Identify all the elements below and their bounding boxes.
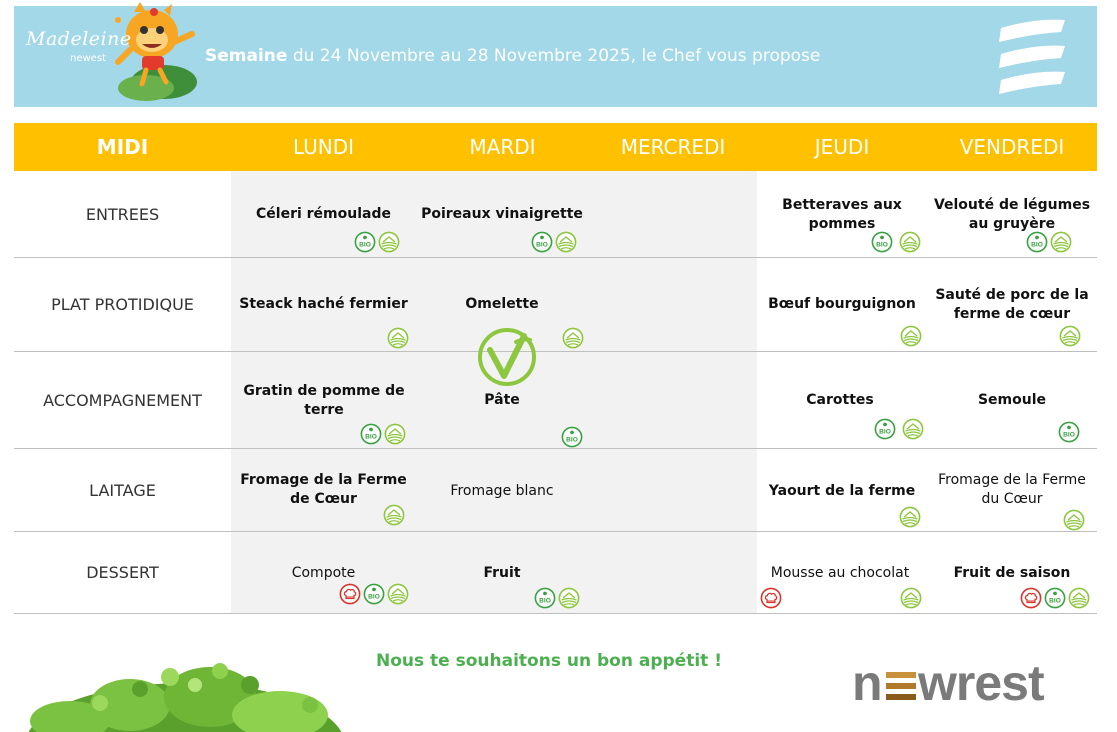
icons-entrees-jeudi (871, 231, 921, 253)
dish-dessert-vendredi: Fruit de saison (953, 565, 1071, 581)
local-farm-icon (902, 418, 924, 440)
icons-dessert-lundi (339, 583, 409, 605)
local-farm-icon (387, 583, 409, 605)
svg-text:n: n (852, 655, 882, 711)
local-farm-icon (1068, 587, 1090, 609)
dish-accompagnement-mardi: Pâte (484, 392, 520, 408)
bio-icon (1058, 421, 1080, 443)
row-label-accompagnement: ACCOMPAGNEMENT (43, 391, 202, 410)
row-label-dessert: DESSERT (86, 563, 159, 582)
dish-accompagnement-lundi: Gratin de pomme de terre (243, 383, 405, 418)
week-title (205, 46, 820, 66)
dish-laitage-vendredi: Fromage de la Ferme du Cœur (938, 472, 1086, 507)
brand-stripes-icon (995, 18, 1070, 98)
svg-text:wrest: wrest (918, 655, 1044, 711)
dish-plat-jeudi: Bœuf bourguignon (768, 296, 916, 312)
row-label-entrees: ENTREES (85, 205, 160, 224)
row-divider (14, 351, 1097, 352)
bush-illustration (20, 655, 350, 732)
mascot-brand: newest (70, 53, 106, 64)
icons-laitage-lundi (383, 504, 405, 526)
column-header-day: MERCREDI (620, 135, 726, 159)
local-farm-icon (383, 504, 405, 526)
bon-appetit-message: Nous te souhaitons un bon appétit ! (376, 651, 722, 671)
icons-laitage-vendredi (1063, 509, 1085, 531)
icons-plat-mardi (562, 327, 584, 349)
table-header-row (14, 123, 1097, 171)
icons-entrees-vendredi (1026, 231, 1072, 253)
icons-dessert-jeudi-chef (760, 587, 782, 609)
chef-hat-icon (760, 587, 782, 609)
dish-entrees-vendredi: Velouté de légumes au gruyère (933, 197, 1091, 232)
bio-icon (1044, 587, 1066, 609)
dish-plat-lundi: Steack haché fermier (239, 296, 408, 312)
dish-entrees-jeudi: Betteraves aux pommes (782, 197, 902, 232)
dish-accompagnement-vendredi: Semoule (977, 392, 1047, 408)
row-divider (14, 613, 1097, 614)
bio-icon (363, 583, 385, 605)
row-label-plat: PLAT PROTIDIQUE (51, 295, 194, 314)
dish-plat-vendredi: Sauté de porc de la ferme de cœur (935, 287, 1089, 322)
week-title-bold: Semaine (205, 46, 288, 66)
bio-icon (531, 231, 553, 253)
local-farm-icon (555, 231, 577, 253)
bio-icon (1026, 231, 1048, 253)
local-farm-icon (387, 327, 409, 349)
local-farm-icon (562, 327, 584, 349)
column-header-meal: MIDI (96, 135, 149, 159)
vegetarian-badge-icon (476, 326, 538, 388)
mascot-name: Madeleine (26, 28, 132, 50)
dish-plat-mardi: Omelette (465, 296, 539, 312)
local-farm-icon (899, 506, 921, 528)
icons-accompagnement-lundi (360, 423, 406, 445)
dish-dessert-mardi: Fruit (483, 565, 521, 581)
icons-plat-vendredi (1059, 325, 1081, 347)
bio-icon (561, 426, 583, 448)
bio-icon (874, 418, 896, 440)
dish-entrees-lundi: Céleri rémoulade (256, 206, 391, 222)
bio-icon (354, 231, 376, 253)
icons-dessert-mardi (534, 587, 580, 609)
newrest-logo (852, 652, 1097, 712)
icons-entrees-mardi (531, 231, 577, 253)
bio-icon (871, 231, 893, 253)
column-header-day: VENDREDI (959, 135, 1065, 159)
dish-laitage-mardi: Fromage blanc (450, 483, 554, 499)
icons-plat-jeudi (900, 325, 922, 347)
local-farm-icon (900, 587, 922, 609)
local-farm-icon (1063, 509, 1085, 531)
dish-entrees-mardi: Poireaux vinaigrette (421, 206, 583, 222)
column-header-day: JEUDI (814, 135, 870, 159)
icons-dessert-jeudi-farm (900, 587, 922, 609)
icons-entrees-lundi (354, 231, 400, 253)
row-label-laitage: LAITAGE (89, 481, 156, 500)
local-farm-icon (384, 423, 406, 445)
icons-accompagnement-jeudi (874, 418, 924, 440)
icons-dessert-vendredi (1020, 587, 1090, 609)
mascot-illustration (14, 0, 204, 107)
chef-hat-icon (339, 583, 361, 605)
icons-laitage-jeudi (899, 506, 921, 528)
local-farm-icon (900, 325, 922, 347)
bio-icon (360, 423, 382, 445)
row-divider (14, 448, 1097, 449)
bio-icon (534, 587, 556, 609)
dish-accompagnement-jeudi: Carottes (806, 392, 874, 408)
local-farm-icon (558, 587, 580, 609)
dish-laitage-lundi: Fromage de la Ferme de Cœur (240, 472, 407, 507)
local-farm-icon (899, 231, 921, 253)
dish-laitage-jeudi: Yaourt de la ferme (768, 483, 916, 499)
icons-accompagnement-mardi (561, 426, 583, 448)
dish-dessert-lundi: Compote (291, 565, 356, 581)
dish-dessert-jeudi: Mousse au chocolat (770, 565, 910, 581)
column-header-day: MARDI (469, 135, 536, 159)
local-farm-icon (1059, 325, 1081, 347)
local-farm-icon (378, 231, 400, 253)
row-divider (14, 257, 1097, 258)
column-header-day: LUNDI (292, 135, 355, 159)
week-title-rest: du 24 Novembre au 28 Novembre 2025, le Chef vous propose (287, 46, 821, 66)
chef-hat-icon (1020, 587, 1042, 609)
icons-accompagnement-vendredi (1058, 421, 1080, 443)
local-farm-icon (1050, 231, 1072, 253)
icons-plat-lundi (387, 327, 409, 349)
row-divider (14, 531, 1097, 532)
